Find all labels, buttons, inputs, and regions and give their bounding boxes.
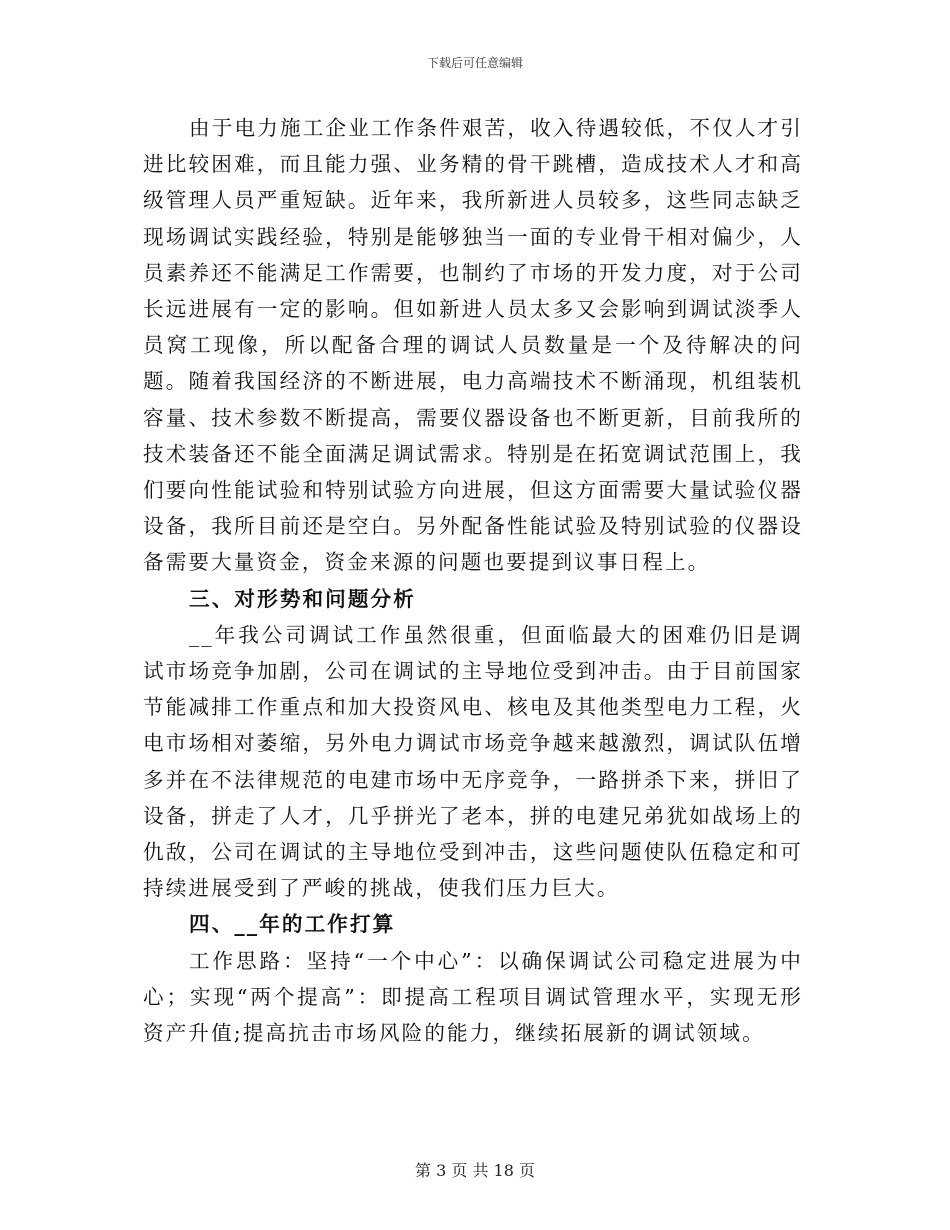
section-heading-work-plan: 四、__年的工作打算 [189,912,396,937]
page-number: 第 3 页 共 18 页 [415,1161,535,1180]
paragraph-staffing-equipment: 由于电力施工企业工作条件艰苦，收入待遇较低，不仅人才引进比较困难，而且能力强、业务精的骨干跳槽，造成技术人才和高级管理人员严重短缺。近年来，我所新进人员较多，这些同志缺乏现场调试实践经验，特别是能够独当一面的专业骨干相对偏少，人员素养还不能满足工作需要，也制约了市场的开发力度，对于公司长远进展有一定的影响。但如新进人员太多又会影响到调试淡季人员窝工现像，所以配备合理的调试人员数量是一个及待解决的问题。随着我国经济的不断进展，电力高端技术不断涌现，机组装机容量、技术参数不断提高，需要仪器设备也不断更新，目前我所的技术装备还不能全面满足调试需求。特别是在拓宽调试范围上，我们要向性能试验和特别试验方向进展，但这方面需要大量试验仪器设备，我所目前还是空白。另外配备性能试验及特别试验的仪器设备需要大量资金，资金来源的问题也要提到议事日程上。 [143,116,803,575]
document-body [143,110,803,1051]
section-heading-situation-analysis: 三、对形势和问题分析 [189,586,416,611]
paragraph-market-competition: __年我公司调试工作虽然很重，但面临最大的困难仍旧是调试市场竞争加剧，公司在调试的主导地位受到冲击。由于目前国家节能减排工作重点和加大投资风电、核电及其他类型电力工程，火电市场相对萎缩，另外电力调试市场竞争越来越激烈，调试队伍增多并在不法律规范的电建市场中无序竞争，一路拼杀下来，拼旧了设备，拼走了人才，几乎拼光了老本，拼的电建兄弟犹如战场上的仇敌，公司在调试的主导地位受到冲击，这些问题使队伍稳定和可持续进展受到了严峻的挑战，使我们压力巨大。 [143,622,803,901]
page-header: 下载后可任意编辑 [426,56,523,70]
paragraph-work-approach: 工作思路：坚持“一个中心”：以确保调试公司稳定进展为中心；实现“两个提高”：即提高工程项目调试管理水平，实现无形资产升值;提高抗击市场风险的能力，继续拓展新的调试领域。 [143,948,803,1046]
